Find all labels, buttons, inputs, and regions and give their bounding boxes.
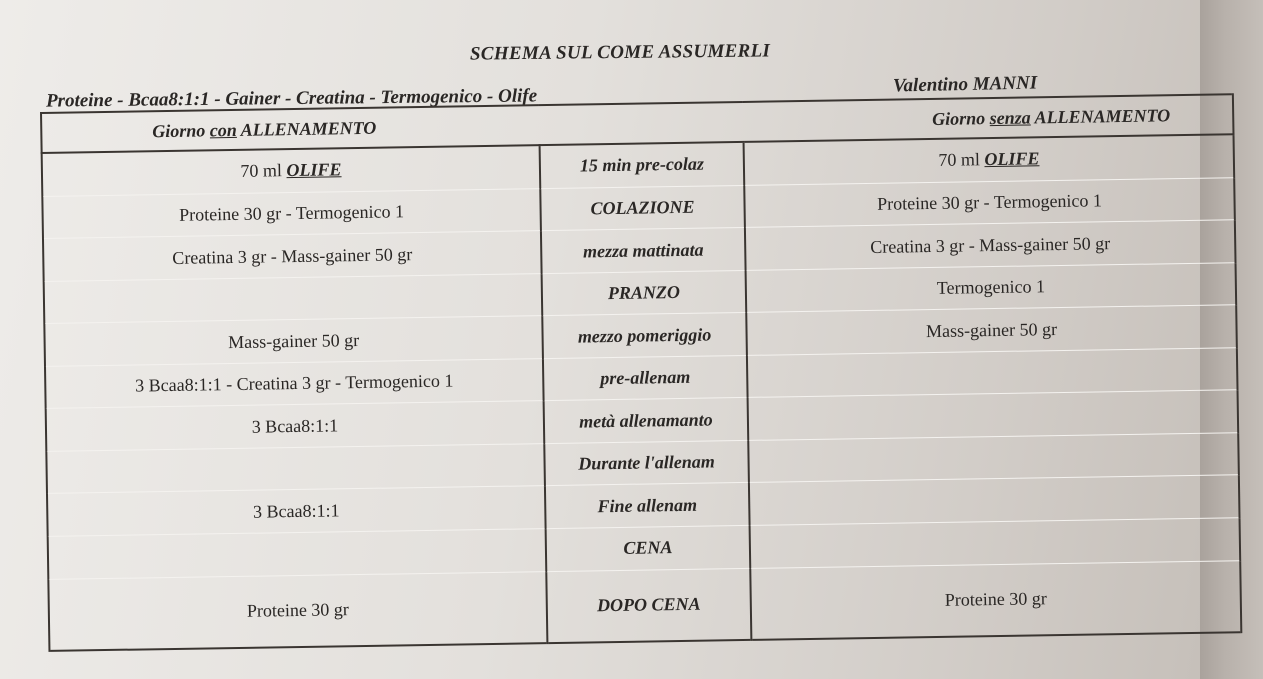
meal-cell: metà allenamanto — [544, 398, 749, 444]
training-cell: Proteine 30 gr - Termogenico 1 — [42, 189, 541, 239]
rest-cell: Proteine 30 gr — [750, 560, 1241, 640]
meal-cell: Durante l'allenam — [544, 440, 749, 486]
author-name: Valentino MANNI — [892, 72, 1038, 97]
meal-cell: mezzo pomeriggio — [542, 313, 747, 359]
training-cell: Mass-gainer 50 gr — [44, 316, 543, 366]
rest-cell: Creatina 3 gr - Mass-gainer 50 gr — [745, 220, 1236, 270]
training-cell: 3 Bcaa8:1:1 — [47, 486, 546, 536]
rest-cell: Mass-gainer 50 gr — [746, 305, 1237, 355]
schedule-table — [40, 93, 1242, 652]
training-cell: 3 Bcaa8:1:1 - Creatina 3 gr - Termogenico 1 — [45, 359, 544, 409]
document-title: SCHEMA SUL COME ASSUMERLI — [469, 40, 771, 65]
rest-cell: Termogenico 1 — [746, 263, 1237, 313]
meal-cell: pre-allenam — [543, 355, 748, 401]
meal-cell: DOPO CENA — [546, 568, 751, 643]
meal-cell: PRANZO — [542, 270, 747, 316]
header-training-day: Giorno con ALLENAMENTO — [41, 102, 744, 153]
meal-cell: COLAZIONE — [540, 185, 745, 231]
header-rest-day: Giorno senza ALLENAMENTO — [743, 94, 1234, 142]
meal-cell: Fine allenam — [545, 483, 750, 529]
training-cell: 3 Bcaa8:1:1 — [46, 401, 545, 451]
training-cell: Creatina 3 gr - Mass-gainer 50 gr — [43, 231, 542, 281]
meal-cell: CENA — [546, 525, 751, 571]
training-cell: 70 ml OLIFE — [42, 145, 541, 196]
products-list: Proteine - Bcaa8:1:1 - Gainer - Creatina - Termogenico - Olife — [45, 85, 538, 112]
training-cell: Proteine 30 gr — [48, 571, 547, 651]
rest-cell: Proteine 30 gr - Termogenico 1 — [744, 178, 1235, 228]
meal-cell: mezza mattinata — [541, 228, 746, 274]
schedule-table-wrapper — [40, 93, 1240, 652]
rest-cell: 70 ml OLIFE — [744, 134, 1235, 185]
meal-cell: 15 min pre-colaz — [540, 142, 745, 189]
